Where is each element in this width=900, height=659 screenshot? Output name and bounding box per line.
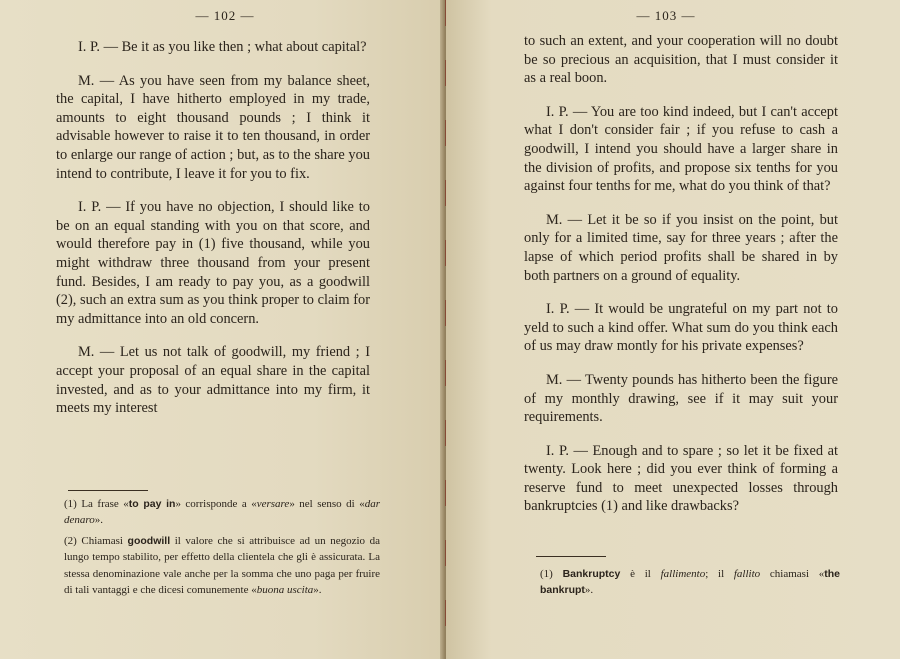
right-paragraph-5: M. — Twenty pounds has hitherto been the figure of my monthly drawing, see if it may suit your requirements. — [524, 371, 838, 426]
footnote-2: (2) Chiamasi goodwill il valore che si attribuisce ad un negozio da lungo tempo stabilito, per effetto della clientela che gli è assicurata. La stessa denominazione vale anche per la somma che uno paga per fruire di tali vantaggi e che dicesi comunemente «buona uscita». — [64, 534, 380, 597]
left-paragraph-1: I. P. — Be it as you like then ; what about capital? — [78, 39, 367, 55]
left-footnotes — [64, 496, 380, 602]
left-page-body — [56, 38, 370, 433]
footnote-divider-right — [536, 556, 606, 557]
right-footnotes — [540, 566, 840, 603]
left-paragraph-2: M. — As you have seen from my balance sheet, the capital, I have hitherto employed in my trade, amounts to eight thousand pounds ; I think it advisable however to raise it to ten thousand, in order to enlarge our range of action ; but, as to the share you intend to contribute, I leave it for you to fix. — [56, 72, 370, 182]
footnote-3: (1) Bankruptcy è il fallimento; il fallito chiamasi «the bankrupt». — [540, 568, 840, 597]
left-page — [0, 0, 446, 659]
right-paragraph-3: M. — Let it be so if you insist on the point, but only for a limited time, say for three years ; after the lapse of which period profits shall be shared in by both partners on a ground of equality. — [524, 211, 838, 284]
page-number-right: — 103 — — [636, 8, 696, 23]
right-paragraph-4: I. P. — It would be ungrateful on my part not to yeld to such a kind offer. What sum do you think each of us may draw montly for his private expenses? — [524, 301, 838, 355]
right-page-body — [524, 32, 838, 531]
page-number-left: — 102 — — [195, 8, 255, 23]
footnote-1: (1) La frase «to pay in» corrisponde a «versare» nel senso di «dar denaro». — [64, 498, 380, 527]
right-paragraph-6: I. P. — Enough and to spare ; so let it be fixed at twenty. Look here ; did you ever think of forming a reserve fund to meet unexpected losses through bankruptcies (1) and like drawbacks? — [524, 442, 838, 515]
footnote-divider-left — [68, 490, 148, 491]
left-paragraph-3: I. P. — If you have no objection, I should like to be on an equal standing with you on that score, and would therefore pay in (1) five thousand, while you might withdraw three thousand from your present fund. Besides, I am ready to pay you, as a goodwill (2), such an extra sum as you think proper to claim for my admittance into an old concern. — [56, 199, 370, 327]
right-paragraph-1: to such an extent, and your cooperation will no doubt be so precious an acquisition, that I must consider it as a real boon. — [524, 33, 838, 87]
left-paragraph-4: M. — Let us not talk of goodwill, my friend ; I accept your proposal of an equal share in the capital invested, and as to your admittance into my firm, it meets my interest — [56, 344, 370, 417]
right-page — [446, 0, 900, 659]
right-paragraph-2: I. P. — You are too kind indeed, but I can't accept what I don't consider fair ; if you refuse to cash a goodwill, I intend you should have a larger share in the division of profits, and propose six tenths for you against four tenths for me, what do you think of that? — [524, 103, 838, 195]
